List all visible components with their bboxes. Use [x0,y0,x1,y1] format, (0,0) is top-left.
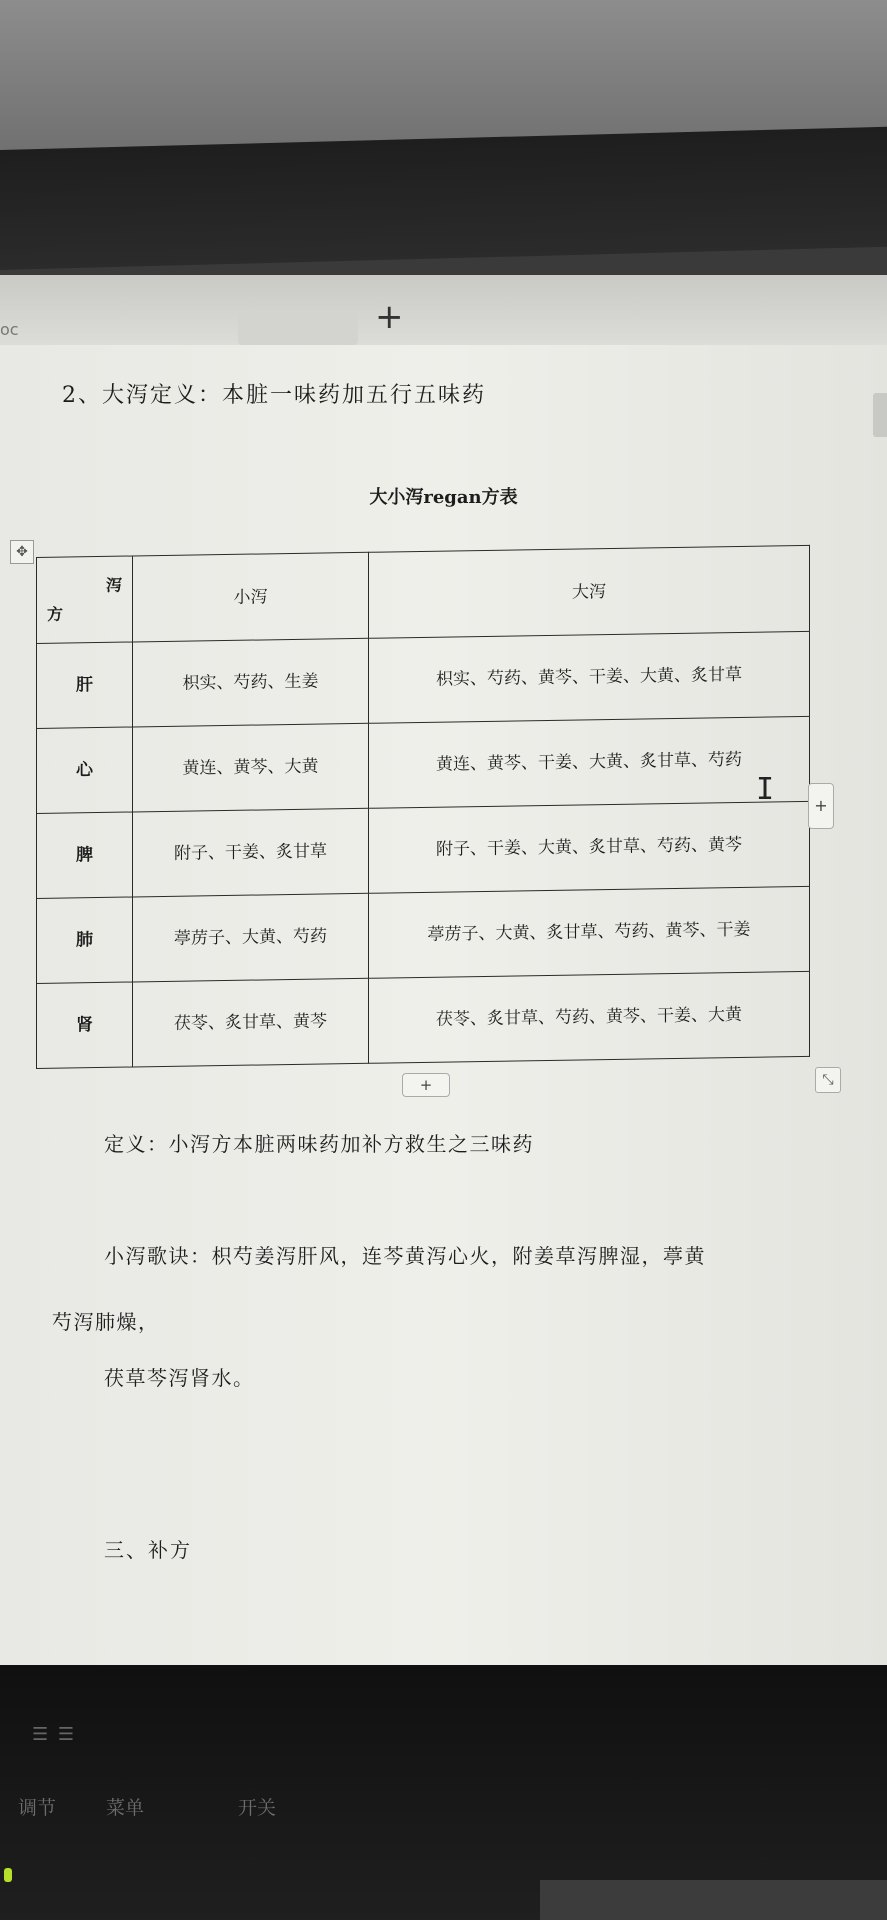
scrollbar-thumb[interactable] [873,393,887,437]
table-title: 大小泻regan方表 [369,487,518,508]
menu-button[interactable]: 菜单 [106,1793,144,1820]
power-led-icon [4,1868,12,1882]
large-purge-cell: 黄连、黄芩、干姜、大黄、炙甘草、芍药 [369,716,810,808]
section-heading-2: 2、大泻定义：本脏一味药加五行五味药 [62,383,486,408]
table-resize-handle[interactable]: ⤡ [815,1067,841,1093]
large-purge-cell: 附子、干姜、大黄、炙甘草、芍药、黄芩 [369,801,810,893]
large-purge-cell: 葶苈子、大黄、炙甘草、芍药、黄芩、干姜 [369,886,810,978]
small-purge-cell: 枳实、芍药、生姜 [133,638,369,727]
browser-tab[interactable] [238,312,358,346]
mnemonic-line-3: 茯草芩泻肾水。 [104,1366,255,1390]
large-purge-cell: 茯苓、炙甘草、芍药、黄芩、干姜、大黄 [369,971,810,1063]
formula-table [36,545,810,1069]
power-button[interactable]: 开关 [238,1793,276,1820]
table-header-row [37,545,810,643]
menu-lines-icon: ☰ ☰ [32,1724,76,1745]
corner-top-label: 泻 [105,575,122,595]
new-tab-button[interactable]: + [375,297,404,337]
desk-surface [540,1880,887,1920]
small-purge-cell: 葶苈子、大黄、芍药 [133,893,369,982]
monitor-bezel-top [0,127,887,270]
table-row [37,886,810,983]
large-purge-cell: 枳实、芍药、黄芩、干姜、大黄、炙甘草 [369,631,810,723]
header-large-purge: 大泻 [369,545,810,638]
table-corner-cell [37,556,133,644]
definition-paragraph: 定义：小泻方本脏两味药加补方救生之三味药 [104,1132,534,1156]
mnemonic-line-2: 芍泻肺燥， [52,1310,160,1334]
corner-bottom-label: 方 [47,604,64,624]
add-row-button[interactable]: + [402,1073,450,1097]
table-move-handle[interactable]: ✥ [10,540,34,564]
table-row [37,716,810,813]
small-purge-cell: 茯苓、炙甘草、黄芩 [133,978,369,1067]
browser-tab-bar [0,275,887,345]
small-purge-cell: 附子、干姜、炙甘草 [133,808,369,897]
small-purge-cell: 黄连、黄芩、大黄 [133,723,369,812]
section-heading-3: 三、补方 [104,1538,192,1562]
organ-cell: 脾 [37,812,133,899]
text-cursor-icon: I [756,772,775,807]
table-row [37,971,810,1068]
organ-cell: 心 [37,727,133,814]
adjust-button[interactable]: 调节 [18,1793,56,1820]
organ-cell: 肺 [37,897,133,984]
tab-label[interactable]: oc [0,320,19,339]
table-row [37,801,810,898]
add-column-button[interactable]: + [808,783,834,829]
mnemonic-line-1: 小泻歌诀：枳芍姜泻肝风，连芩黄泻心火，附姜草泻脾湿，葶黄 [104,1244,706,1268]
organ-cell: 肝 [37,642,133,729]
organ-cell: 肾 [37,982,133,1069]
table-row [37,631,810,728]
header-small-purge: 小泻 [133,552,369,642]
